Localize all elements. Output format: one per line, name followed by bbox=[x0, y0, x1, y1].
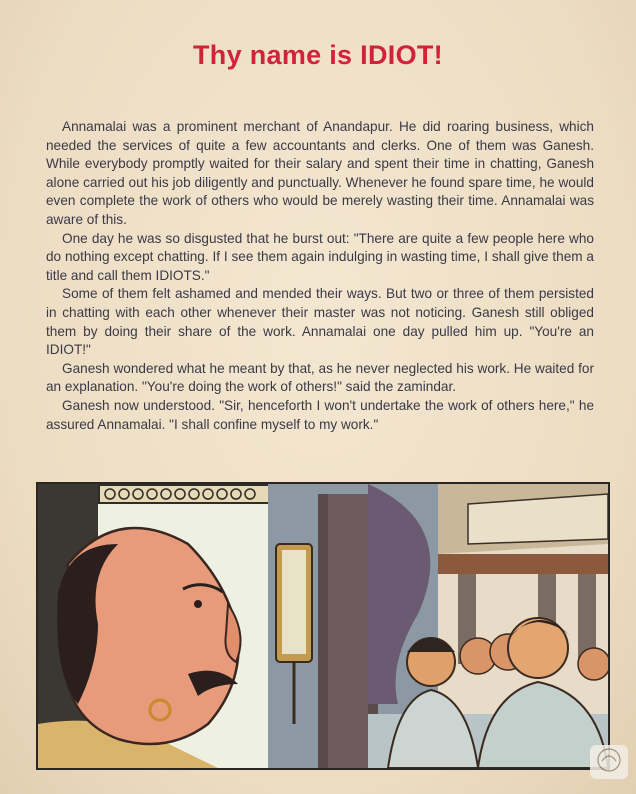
illustration-drawing bbox=[38, 484, 608, 768]
frieze-ornament bbox=[100, 486, 268, 502]
story-text bbox=[46, 118, 594, 434]
story-paragraph-5: Ganesh now understood. "Sir, henceforth I won't undertake the work of others here," he assured Annamalai. "I shall confine myself to my work." bbox=[46, 397, 594, 432]
story-illustration bbox=[36, 482, 610, 770]
publisher-logo bbox=[590, 745, 628, 779]
story-paragraph-3: Some of them felt ashamed and mended their ways. But two or three of them persisted in chatting with each other whenever their master was not noticing. Ganesh still obliged them by doing their share of the work. Annamalai one day pulled him up. "You're an IDIOT!" bbox=[46, 286, 594, 358]
story-title: Thy name is IDIOT! bbox=[193, 40, 443, 70]
story-paragraph-1: Annamalai was a prominent merchant of Anandapur. He did roaring business, which needed the services of quite a few accountants and clerks. One of them was Ganesh. While everybody promptly waited for their salary and spent their time in chatting, Ganesh alone carried out his job diligently and punctually. Whenever he found spare time, he would even complete the work of others who would be merely wasting their time. Annamalai was aware of this. bbox=[46, 119, 594, 227]
story-paragraph-2: One day he was so disgusted that he burst out: "There are quite a few people here who do nothing except chatting. If I see them again indulging in wasting time, I shall give them a title and call them IDIOTS." bbox=[46, 230, 594, 283]
story-paragraph-4: Ganesh wondered what he meant by that, as he never neglected his work. He waited for an explanation. "You're doing the work of others!" said the zamindar. bbox=[46, 360, 594, 395]
